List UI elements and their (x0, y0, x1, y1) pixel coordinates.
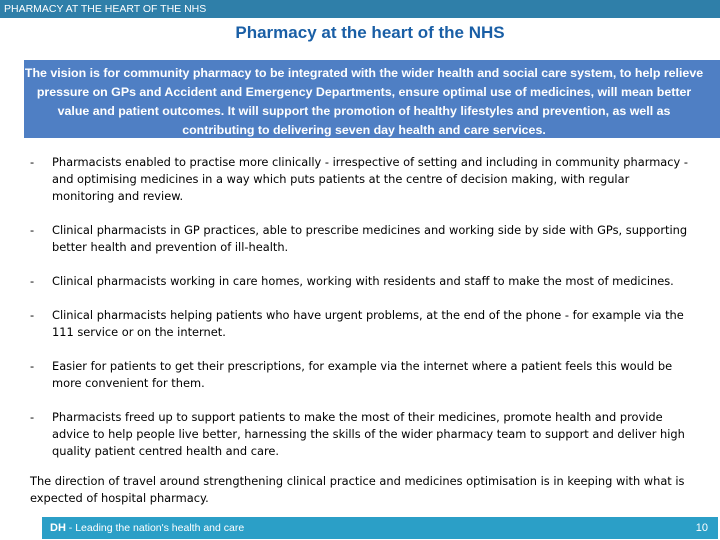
vision-box (24, 60, 720, 138)
list-item (30, 409, 690, 460)
list-item (30, 358, 690, 392)
list-item (30, 273, 690, 290)
footer-bar (42, 517, 718, 539)
bullet-text: Pharmacists enabled to practise more clinically - irrespective of setting and including in community pharmacy - and optimising medicines in a way which puts patients at the centre of decision making, with regular monitoring and review. (52, 155, 689, 203)
bullet-list (30, 154, 690, 477)
bullet-dash: - (30, 410, 35, 424)
bullet-dash: - (30, 359, 35, 373)
bullet-text: Clinical pharmacists working in care homes, working with residents and staff to make the most of medicines. (52, 274, 674, 288)
page-title: Pharmacy at the heart of the NHS (235, 23, 505, 42)
list-item (30, 154, 690, 205)
header-banner (0, 0, 720, 18)
bullet-dash: - (30, 223, 35, 237)
bullet-text: Clinical pharmacists in GP practices, able to prescribe medicines and working side by side with GPs, supporting better health and prevention of ill-health. (52, 223, 688, 254)
bullet-dash: - (30, 155, 35, 169)
list-item (30, 222, 690, 256)
bullet-text: Clinical pharmacists helping patients who have urgent problems, at the end of the phone - for example via the 111 service or on the internet. (52, 308, 684, 339)
header-label: PHARMACY AT THE HEART OF THE NHS (4, 3, 207, 15)
vision-text: The vision is for community pharmacy to be integrated with the wider health and social care system, to help relieve pressure on GPs and Accident and Emergency Departments, ensure optimal use of medicines, will mean better value and patient outcomes. It will support the promotion of healthy lifestyles and prevention, as well as contributing to delivering seven day health and care services. (24, 66, 704, 137)
bullet-text: Pharmacists freed up to support patients to make the most of their medicines, promote health and provide advice to help people live better, harnessing the skills of the wider pharmacy team to support and deliver high quality patient centred health and care. (52, 410, 685, 458)
bullet-dash: - (30, 308, 35, 322)
list-item (30, 307, 690, 341)
bullet-dash: - (30, 274, 35, 288)
dh-logo-text: DH (50, 522, 66, 534)
bullet-text: Easier for patients to get their prescriptions, for example via the internet where a patient feels this would be more convenient for them. (52, 359, 673, 390)
conclusion-text: The direction of travel around strengthening clinical practice and medicines optimisation is in keeping with what is expected of hospital pharmacy. (30, 474, 685, 505)
footer-tagline: - Leading the nation's health and care (65, 522, 245, 534)
page-number: 10 (695, 522, 708, 534)
